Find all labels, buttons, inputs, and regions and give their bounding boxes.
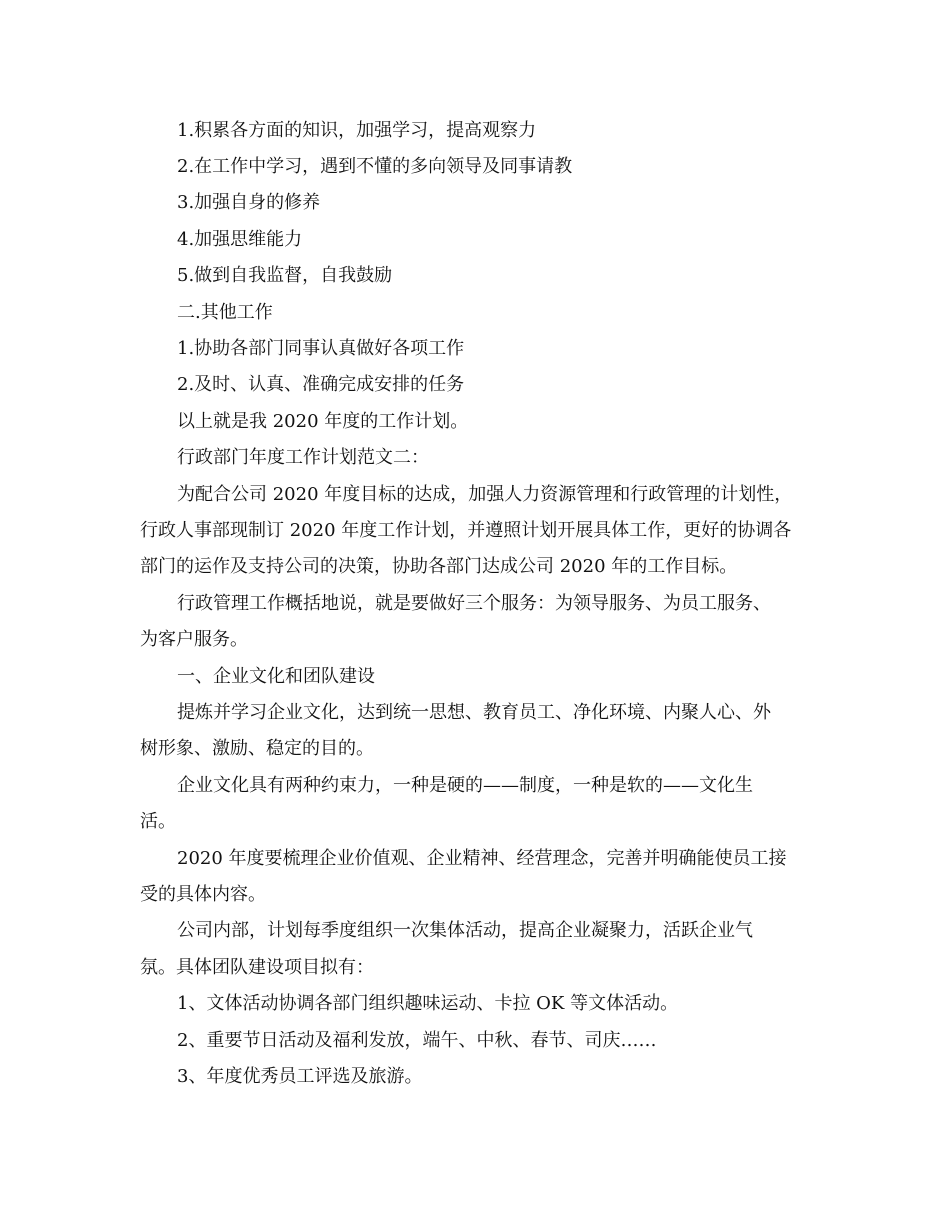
list-item: 2、重要节日活动及福利发放，端午、中秋、春节、司庆……: [177, 1030, 657, 1051]
text-line: 4.加强思维能力: [177, 229, 303, 250]
text-line: 2.在工作中学习，遇到不懂的多向领导及同事请教: [177, 156, 573, 177]
list-item: 3、年度优秀员工评选及旅游。: [177, 1066, 423, 1087]
paragraph-line: 部门的运作及支持公司的决策，协助各部门达成公司 2020 年的工作目标。: [140, 556, 738, 577]
text-line: 3.加强自身的修养: [177, 192, 321, 213]
paragraph-line: 为客户服务。: [140, 629, 248, 650]
paragraph-line: 提炼并学习企业文化，达到统一思想、教育员工、净化环境、内聚人心、外: [177, 702, 771, 723]
paragraph-line: 氛。具体团队建设项目拟有：: [140, 957, 374, 978]
paragraph-line: 公司内部，计划每季度组织一次集体活动，提高企业凝聚力，活跃企业气: [177, 920, 753, 941]
paragraph-line: 树形象、激励、稳定的目的。: [140, 738, 374, 759]
text-line: 以上就是我 2020 年度的工作计划。: [177, 411, 469, 432]
section-heading: 二.其他工作: [177, 302, 273, 323]
paragraph-line: 活。: [140, 811, 176, 832]
text-line: 2.及时、认真、准确完成安排的任务: [177, 374, 465, 395]
subtitle: 行政部门年度工作计划范文二：: [177, 447, 429, 468]
paragraph-line: 企业文化具有两种约束力，一种是硬的——制度，一种是软的——文化生: [177, 775, 753, 796]
paragraph-line: 受的具体内容。: [140, 884, 266, 905]
text-line: 1.积累各方面的知识，加强学习，提高观察力: [177, 120, 537, 141]
section-heading: 一、企业文化和团队建设: [177, 666, 375, 687]
paragraph-line: 行政人事部现制订 2020 年度工作计划，并遵照计划开展具体工作，更好的协调各: [140, 520, 792, 541]
list-item: 1、文体活动协调各部门组织趣味运动、卡拉 OK 等文体活动。: [177, 993, 679, 1014]
text-line: 1.协助各部门同事认真做好各项工作: [177, 338, 465, 359]
paragraph-line: 行政管理工作概括地说，就是要做好三个服务：为领导服务、为员工服务、: [177, 593, 771, 614]
text-line: 5.做到自我监督，自我鼓励: [177, 265, 393, 286]
paragraph-line: 为配合公司 2020 年度目标的达成，加强人力资源管理和行政管理的计划性，: [177, 484, 793, 505]
paragraph-line: 2020 年度要梳理企业价值观、企业精神、经营理念，完善并明确能使员工接: [177, 848, 787, 869]
